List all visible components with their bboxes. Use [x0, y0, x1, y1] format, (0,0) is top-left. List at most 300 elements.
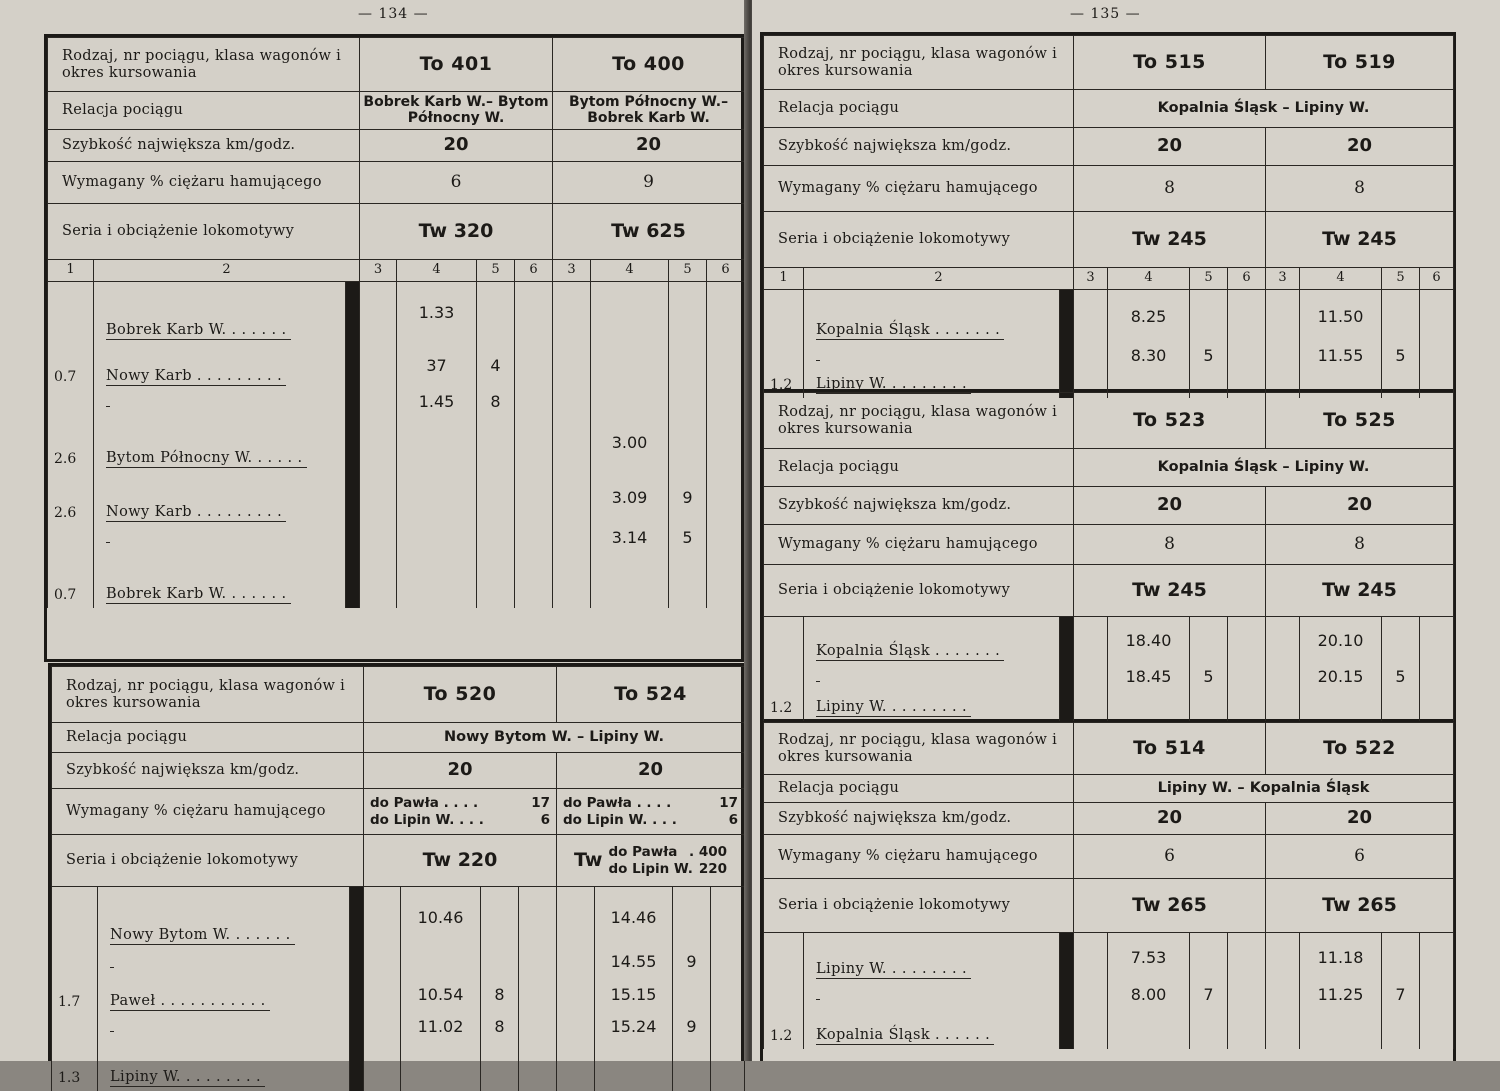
timetable-block	[760, 392, 1456, 722]
empty-cell	[1228, 665, 1266, 691]
bar-cell	[1060, 983, 1074, 1009]
table-row	[764, 665, 1454, 691]
stop-cell	[673, 977, 711, 1015]
train-brake: 8	[1266, 166, 1454, 212]
header-label: Rodzaj, nr pociągu, klasa wagonów i okres kursowania	[764, 36, 1074, 90]
timetable-block	[48, 663, 744, 1087]
empty-cell	[707, 344, 745, 390]
stop-cell	[481, 949, 519, 977]
time-cell: 20.15	[1300, 665, 1382, 691]
stop-cell	[1190, 691, 1228, 721]
empty-cell	[364, 949, 401, 977]
time-cell: 10.54	[401, 977, 481, 1015]
brake-label: do Pawła . . . .	[370, 794, 479, 811]
time-cell	[591, 390, 669, 416]
column-number: 4	[1108, 268, 1190, 290]
column-number: 6	[515, 260, 553, 282]
header-label: Seria i obciążenie lokomotywy	[764, 565, 1074, 617]
time-cell	[1300, 1009, 1382, 1049]
train-brake	[557, 789, 745, 835]
time-cell: 15.24	[595, 1015, 673, 1041]
loco-value: 220	[698, 860, 728, 877]
stop-cell: 8	[481, 1015, 519, 1041]
train-loco: Tw 320	[360, 204, 553, 260]
empty-cell	[1420, 290, 1454, 344]
train-relation: Nowy Bytom W. – Lipiny W.	[364, 723, 745, 753]
timetable-rows	[52, 887, 745, 1091]
station-name	[110, 1031, 114, 1032]
km-cell	[52, 887, 98, 949]
stop-cell	[1190, 617, 1228, 665]
train-number: To 525	[1266, 393, 1454, 449]
brake-value: 17	[719, 794, 739, 811]
stop-cell	[1382, 933, 1420, 983]
column-number: 1	[48, 260, 94, 282]
bar-cell	[350, 977, 364, 1015]
station-cell	[94, 526, 346, 552]
bar-cell	[346, 282, 360, 344]
train-brake: 8	[1074, 166, 1266, 212]
table-row	[52, 887, 745, 949]
station-name: Lipiny W. . . . . . . . .	[110, 1069, 265, 1087]
km-cell: 1.3	[52, 1041, 98, 1091]
empty-cell	[1266, 933, 1300, 983]
column-number: 4	[397, 260, 477, 282]
bar-cell	[1060, 691, 1074, 721]
train-brake: 6	[360, 162, 553, 204]
empty-cell	[553, 390, 591, 416]
empty-cell	[519, 887, 557, 949]
loco-label: do Pawła	[608, 844, 678, 861]
time-cell: 8.25	[1108, 290, 1190, 344]
km-cell	[764, 617, 804, 665]
train-number: To 522	[1266, 723, 1454, 775]
header-label: Szybkość największa km/godz.	[764, 487, 1074, 525]
bar-cell	[346, 344, 360, 390]
stop-cell	[477, 472, 515, 526]
empty-cell	[515, 390, 553, 416]
station-cell	[804, 665, 1060, 691]
header-label: Szybkość największa km/godz.	[52, 753, 364, 789]
km-cell: 1.2	[764, 370, 804, 398]
header-label: Szybkość największa km/godz.	[48, 130, 360, 162]
empty-cell	[1266, 617, 1300, 665]
train-brake: 8	[1266, 525, 1454, 565]
empty-cell	[711, 977, 745, 1015]
station-cell	[94, 472, 346, 526]
column-number: 3	[1074, 268, 1108, 290]
station-cell	[804, 290, 1060, 344]
column-number: 4	[591, 260, 669, 282]
station-name	[110, 967, 114, 968]
station-name: Lipiny W. . . . . . . . .	[816, 699, 971, 717]
train-brake: 8	[1074, 525, 1266, 565]
header-label: Wymagany % ciężaru hamującego	[764, 835, 1074, 879]
km-cell: 2.6	[48, 416, 94, 472]
brake-label: do Lipin W. . . .	[370, 811, 484, 828]
empty-cell	[1228, 1009, 1266, 1049]
station-cell	[94, 416, 346, 472]
bar-cell	[346, 416, 360, 472]
stop-cell	[477, 552, 515, 608]
train-speed: 20	[1074, 128, 1266, 166]
empty-cell	[1420, 1009, 1454, 1049]
bar-cell	[1060, 617, 1074, 665]
stop-cell: 4	[477, 344, 515, 390]
bar-cell	[350, 949, 364, 977]
empty-cell	[1420, 344, 1454, 370]
time-cell: 11.55	[1300, 344, 1382, 370]
empty-cell	[553, 344, 591, 390]
column-number: 6	[707, 260, 745, 282]
time-cell	[1108, 691, 1190, 721]
station-cell	[98, 949, 350, 977]
station-name: Bobrek Karb W. . . . . . .	[106, 586, 291, 604]
header-label: Szybkość największa km/godz.	[764, 803, 1074, 835]
km-cell	[52, 949, 98, 977]
time-cell	[591, 282, 669, 344]
station-name: Lipiny W. . . . . . . . .	[816, 376, 971, 394]
timetable-block	[760, 722, 1456, 1061]
empty-cell	[1228, 691, 1266, 721]
stop-cell: 5	[669, 526, 707, 552]
table-row	[764, 933, 1454, 983]
empty-cell	[1420, 691, 1454, 721]
left-page	[0, 0, 748, 1087]
time-cell: 10.46	[401, 887, 481, 949]
train-relation: Kopalnia Śląsk – Lipiny W.	[1074, 90, 1454, 128]
empty-cell	[707, 552, 745, 608]
empty-cell	[519, 949, 557, 977]
station-cell	[94, 552, 346, 608]
stop-cell: 7	[1382, 983, 1420, 1009]
empty-cell	[360, 552, 397, 608]
bar-cell	[350, 1015, 364, 1041]
empty-cell	[360, 282, 397, 344]
empty-cell	[364, 977, 401, 1015]
header-label: Rodzaj, nr pociągu, klasa wagonów i okres kursowania	[52, 667, 364, 723]
km-cell: 0.7	[48, 344, 94, 390]
column-number: 2	[94, 260, 360, 282]
empty-cell	[515, 552, 553, 608]
train-brake: 6	[1266, 835, 1454, 879]
empty-cell	[1074, 665, 1108, 691]
time-cell	[1108, 1009, 1190, 1049]
column-number: 5	[1190, 268, 1228, 290]
header-label: Wymagany % ciężaru hamującego	[52, 789, 364, 835]
train-speed: 20	[553, 130, 745, 162]
table-row	[48, 344, 745, 390]
brake-label: do Lipin W. . . .	[563, 811, 677, 828]
column-number: 5	[669, 260, 707, 282]
empty-cell	[1074, 983, 1108, 1009]
header-label: Seria i obciążenie lokomotywy	[48, 204, 360, 260]
empty-cell	[515, 472, 553, 526]
station-cell	[804, 617, 1060, 665]
table-row	[52, 1015, 745, 1041]
empty-cell	[1266, 665, 1300, 691]
table-row	[764, 983, 1454, 1009]
km-cell	[764, 665, 804, 691]
table-row	[48, 390, 745, 416]
km-cell: 2.6	[48, 472, 94, 526]
table-row	[48, 552, 745, 608]
column-number: 3	[1266, 268, 1300, 290]
time-cell: 3.00	[591, 416, 669, 472]
train-relation: Kopalnia Śląsk – Lipiny W.	[1074, 449, 1454, 487]
table-row	[48, 526, 745, 552]
train-speed: 20	[1074, 803, 1266, 835]
station-cell	[804, 1009, 1060, 1049]
train-number: To 400	[553, 38, 745, 92]
table-row	[48, 472, 745, 526]
time-cell	[401, 949, 481, 977]
stop-cell	[481, 887, 519, 949]
stop-cell: 9	[669, 472, 707, 526]
train-loco: Tw 245	[1074, 565, 1266, 617]
column-number: 4	[1300, 268, 1382, 290]
empty-cell	[711, 949, 745, 977]
page-number: — 135 —	[1070, 6, 1141, 22]
loco-value: . 400	[689, 844, 728, 861]
stop-cell	[1382, 290, 1420, 344]
train-relation: Bobrek Karb W.– Bytom Północny W.	[360, 92, 553, 130]
table-row	[764, 1009, 1454, 1049]
header-label: Relacja pociągu	[764, 775, 1074, 803]
stop-cell: 8	[477, 390, 515, 416]
empty-cell	[557, 949, 595, 977]
time-cell: 37	[397, 344, 477, 390]
station-name: Bytom Północny W. . . . . .	[106, 450, 307, 468]
header-label: Relacja pociągu	[48, 92, 360, 130]
header-label: Rodzaj, nr pociągu, klasa wagonów i okres kursowania	[48, 38, 360, 92]
empty-cell	[364, 887, 401, 949]
station-name: Lipiny W. . . . . . . . .	[816, 961, 971, 979]
empty-cell	[707, 282, 745, 344]
train-speed: 20	[1266, 128, 1454, 166]
timetable-rows	[764, 290, 1454, 398]
column-number: 3	[553, 260, 591, 282]
header-label: Wymagany % ciężaru hamującego	[764, 166, 1074, 212]
bar-cell	[350, 1041, 364, 1091]
loco-label: do Lipin W.	[608, 860, 693, 877]
station-name	[106, 406, 110, 407]
station-name: Kopalnia Śląsk . . . . . . .	[816, 643, 1004, 661]
stop-cell	[481, 1041, 519, 1091]
empty-cell	[515, 344, 553, 390]
station-cell	[98, 1041, 350, 1091]
station-cell	[98, 977, 350, 1015]
table-row	[764, 617, 1454, 665]
empty-cell	[707, 472, 745, 526]
brake-label: do Pawła . . . .	[563, 794, 672, 811]
station-name	[816, 681, 820, 682]
empty-cell	[1266, 1009, 1300, 1049]
empty-cell	[1420, 933, 1454, 983]
empty-cell	[1228, 290, 1266, 344]
time-cell: 14.46	[595, 887, 673, 949]
stop-cell: 8	[481, 977, 519, 1015]
header-label: Szybkość największa km/godz.	[764, 128, 1074, 166]
train-loco: Tw 265	[1074, 879, 1266, 933]
km-cell	[764, 933, 804, 983]
train-number: To 524	[557, 667, 745, 723]
empty-cell	[557, 1041, 595, 1091]
empty-cell	[360, 416, 397, 472]
empty-cell	[1228, 344, 1266, 370]
stop-cell	[669, 390, 707, 416]
empty-cell	[360, 472, 397, 526]
train-number: To 401	[360, 38, 553, 92]
table-row	[52, 977, 745, 1015]
header-label: Seria i obciążenie lokomotywy	[52, 835, 364, 887]
time-cell: 1.33	[397, 282, 477, 344]
header-label: Relacja pociągu	[52, 723, 364, 753]
stop-cell	[1190, 290, 1228, 344]
train-relation: Lipiny W. – Kopalnia Śląsk	[1074, 775, 1454, 803]
table-row	[52, 949, 745, 977]
stop-cell	[1190, 933, 1228, 983]
km-cell	[764, 983, 804, 1009]
time-cell: 15.15	[595, 977, 673, 1015]
time-cell	[591, 344, 669, 390]
km-cell: 1.2	[764, 1009, 804, 1049]
bar-cell	[1060, 933, 1074, 983]
train-speed: 20	[364, 753, 557, 789]
empty-cell	[1074, 691, 1108, 721]
km-cell	[764, 344, 804, 370]
empty-cell	[553, 416, 591, 472]
station-cell	[804, 344, 1060, 370]
table-row	[764, 290, 1454, 344]
stop-cell: 9	[673, 1015, 711, 1041]
time-cell: 8.00	[1108, 983, 1190, 1009]
km-cell: 0.7	[48, 552, 94, 608]
train-number: To 519	[1266, 36, 1454, 90]
empty-cell	[519, 1041, 557, 1091]
station-cell	[98, 1015, 350, 1041]
empty-cell	[1228, 933, 1266, 983]
empty-cell	[1074, 344, 1108, 370]
station-name: Paweł . . . . . . . . . . .	[110, 993, 270, 1011]
bar-cell	[350, 887, 364, 949]
empty-cell	[364, 1041, 401, 1091]
station-cell	[98, 887, 350, 949]
time-cell	[397, 416, 477, 472]
time-cell: 7.53	[1108, 933, 1190, 983]
station-name	[816, 999, 820, 1000]
station-name: Nowy Karb . . . . . . . . .	[106, 368, 286, 386]
timetable-rows	[764, 933, 1454, 1049]
timetable-block	[760, 32, 1456, 392]
column-number: 5	[477, 260, 515, 282]
train-loco: Tw 245	[1266, 212, 1454, 268]
bar-cell	[346, 472, 360, 526]
stop-cell	[1382, 1009, 1420, 1049]
time-cell: 11.18	[1300, 933, 1382, 983]
stop-cell	[669, 344, 707, 390]
train-loco: Tw 625	[553, 204, 745, 260]
km-cell	[48, 390, 94, 416]
station-name: Nowy Bytom W. . . . . . .	[110, 927, 295, 945]
empty-cell	[1420, 983, 1454, 1009]
station-cell	[804, 983, 1060, 1009]
empty-cell	[360, 390, 397, 416]
empty-cell	[1266, 290, 1300, 344]
train-loco: Tw 220	[364, 835, 557, 887]
header-label: Rodzaj, nr pociągu, klasa wagonów i okres kursowania	[764, 723, 1074, 775]
header-label: Wymagany % ciężaru hamującego	[764, 525, 1074, 565]
brake-value: 17	[531, 794, 551, 811]
train-loco: Tw 245	[1266, 565, 1454, 617]
stop-cell	[477, 526, 515, 552]
timetable-rows	[48, 282, 745, 608]
time-cell: 20.10	[1300, 617, 1382, 665]
time-cell: 11.02	[401, 1015, 481, 1041]
timetable-block	[44, 34, 744, 662]
train-number: To 515	[1074, 36, 1266, 90]
empty-cell	[515, 526, 553, 552]
column-number: 6	[1228, 268, 1266, 290]
empty-cell	[364, 1015, 401, 1041]
brake-value: 6	[728, 811, 739, 828]
time-cell: 8.30	[1108, 344, 1190, 370]
stop-cell: 5	[1190, 344, 1228, 370]
km-cell	[52, 1015, 98, 1041]
station-name: Nowy Karb . . . . . . . . .	[106, 504, 286, 522]
train-number: To 523	[1074, 393, 1266, 449]
column-number: 2	[804, 268, 1074, 290]
stop-cell	[673, 1041, 711, 1091]
empty-cell	[553, 472, 591, 526]
time-cell: 1.45	[397, 390, 477, 416]
header-label: Rodzaj, nr pociągu, klasa wagonów i okres kursowania	[764, 393, 1074, 449]
time-cell: 3.14	[591, 526, 669, 552]
train-brake: 6	[1074, 835, 1266, 879]
bar-cell	[346, 526, 360, 552]
empty-cell	[553, 526, 591, 552]
train-speed: 20	[557, 753, 745, 789]
time-cell: 18.40	[1108, 617, 1190, 665]
time-cell	[401, 1041, 481, 1091]
bar-cell	[346, 552, 360, 608]
empty-cell	[711, 1041, 745, 1091]
empty-cell	[515, 416, 553, 472]
loco-series: Tw	[574, 848, 603, 871]
stop-cell	[669, 552, 707, 608]
train-brake	[364, 789, 557, 835]
stop-cell: 5	[1190, 665, 1228, 691]
empty-cell	[1074, 617, 1108, 665]
station-name: Bobrek Karb W. . . . . . .	[106, 322, 291, 340]
empty-cell	[1420, 665, 1454, 691]
time-cell: 3.09	[591, 472, 669, 526]
train-speed: 20	[1074, 487, 1266, 525]
empty-cell	[1420, 617, 1454, 665]
page-number: — 134 —	[358, 6, 429, 22]
empty-cell	[519, 977, 557, 1015]
km-cell	[48, 526, 94, 552]
stop-cell	[1190, 1009, 1228, 1049]
station-cell	[94, 390, 346, 416]
km-cell	[48, 282, 94, 344]
column-number: 5	[1382, 268, 1420, 290]
timetable-rows	[764, 617, 1454, 721]
station-name: Kopalnia Śląsk . . . . . .	[816, 1027, 994, 1045]
station-cell	[804, 691, 1060, 721]
km-cell	[764, 290, 804, 344]
train-brake: 9	[553, 162, 745, 204]
